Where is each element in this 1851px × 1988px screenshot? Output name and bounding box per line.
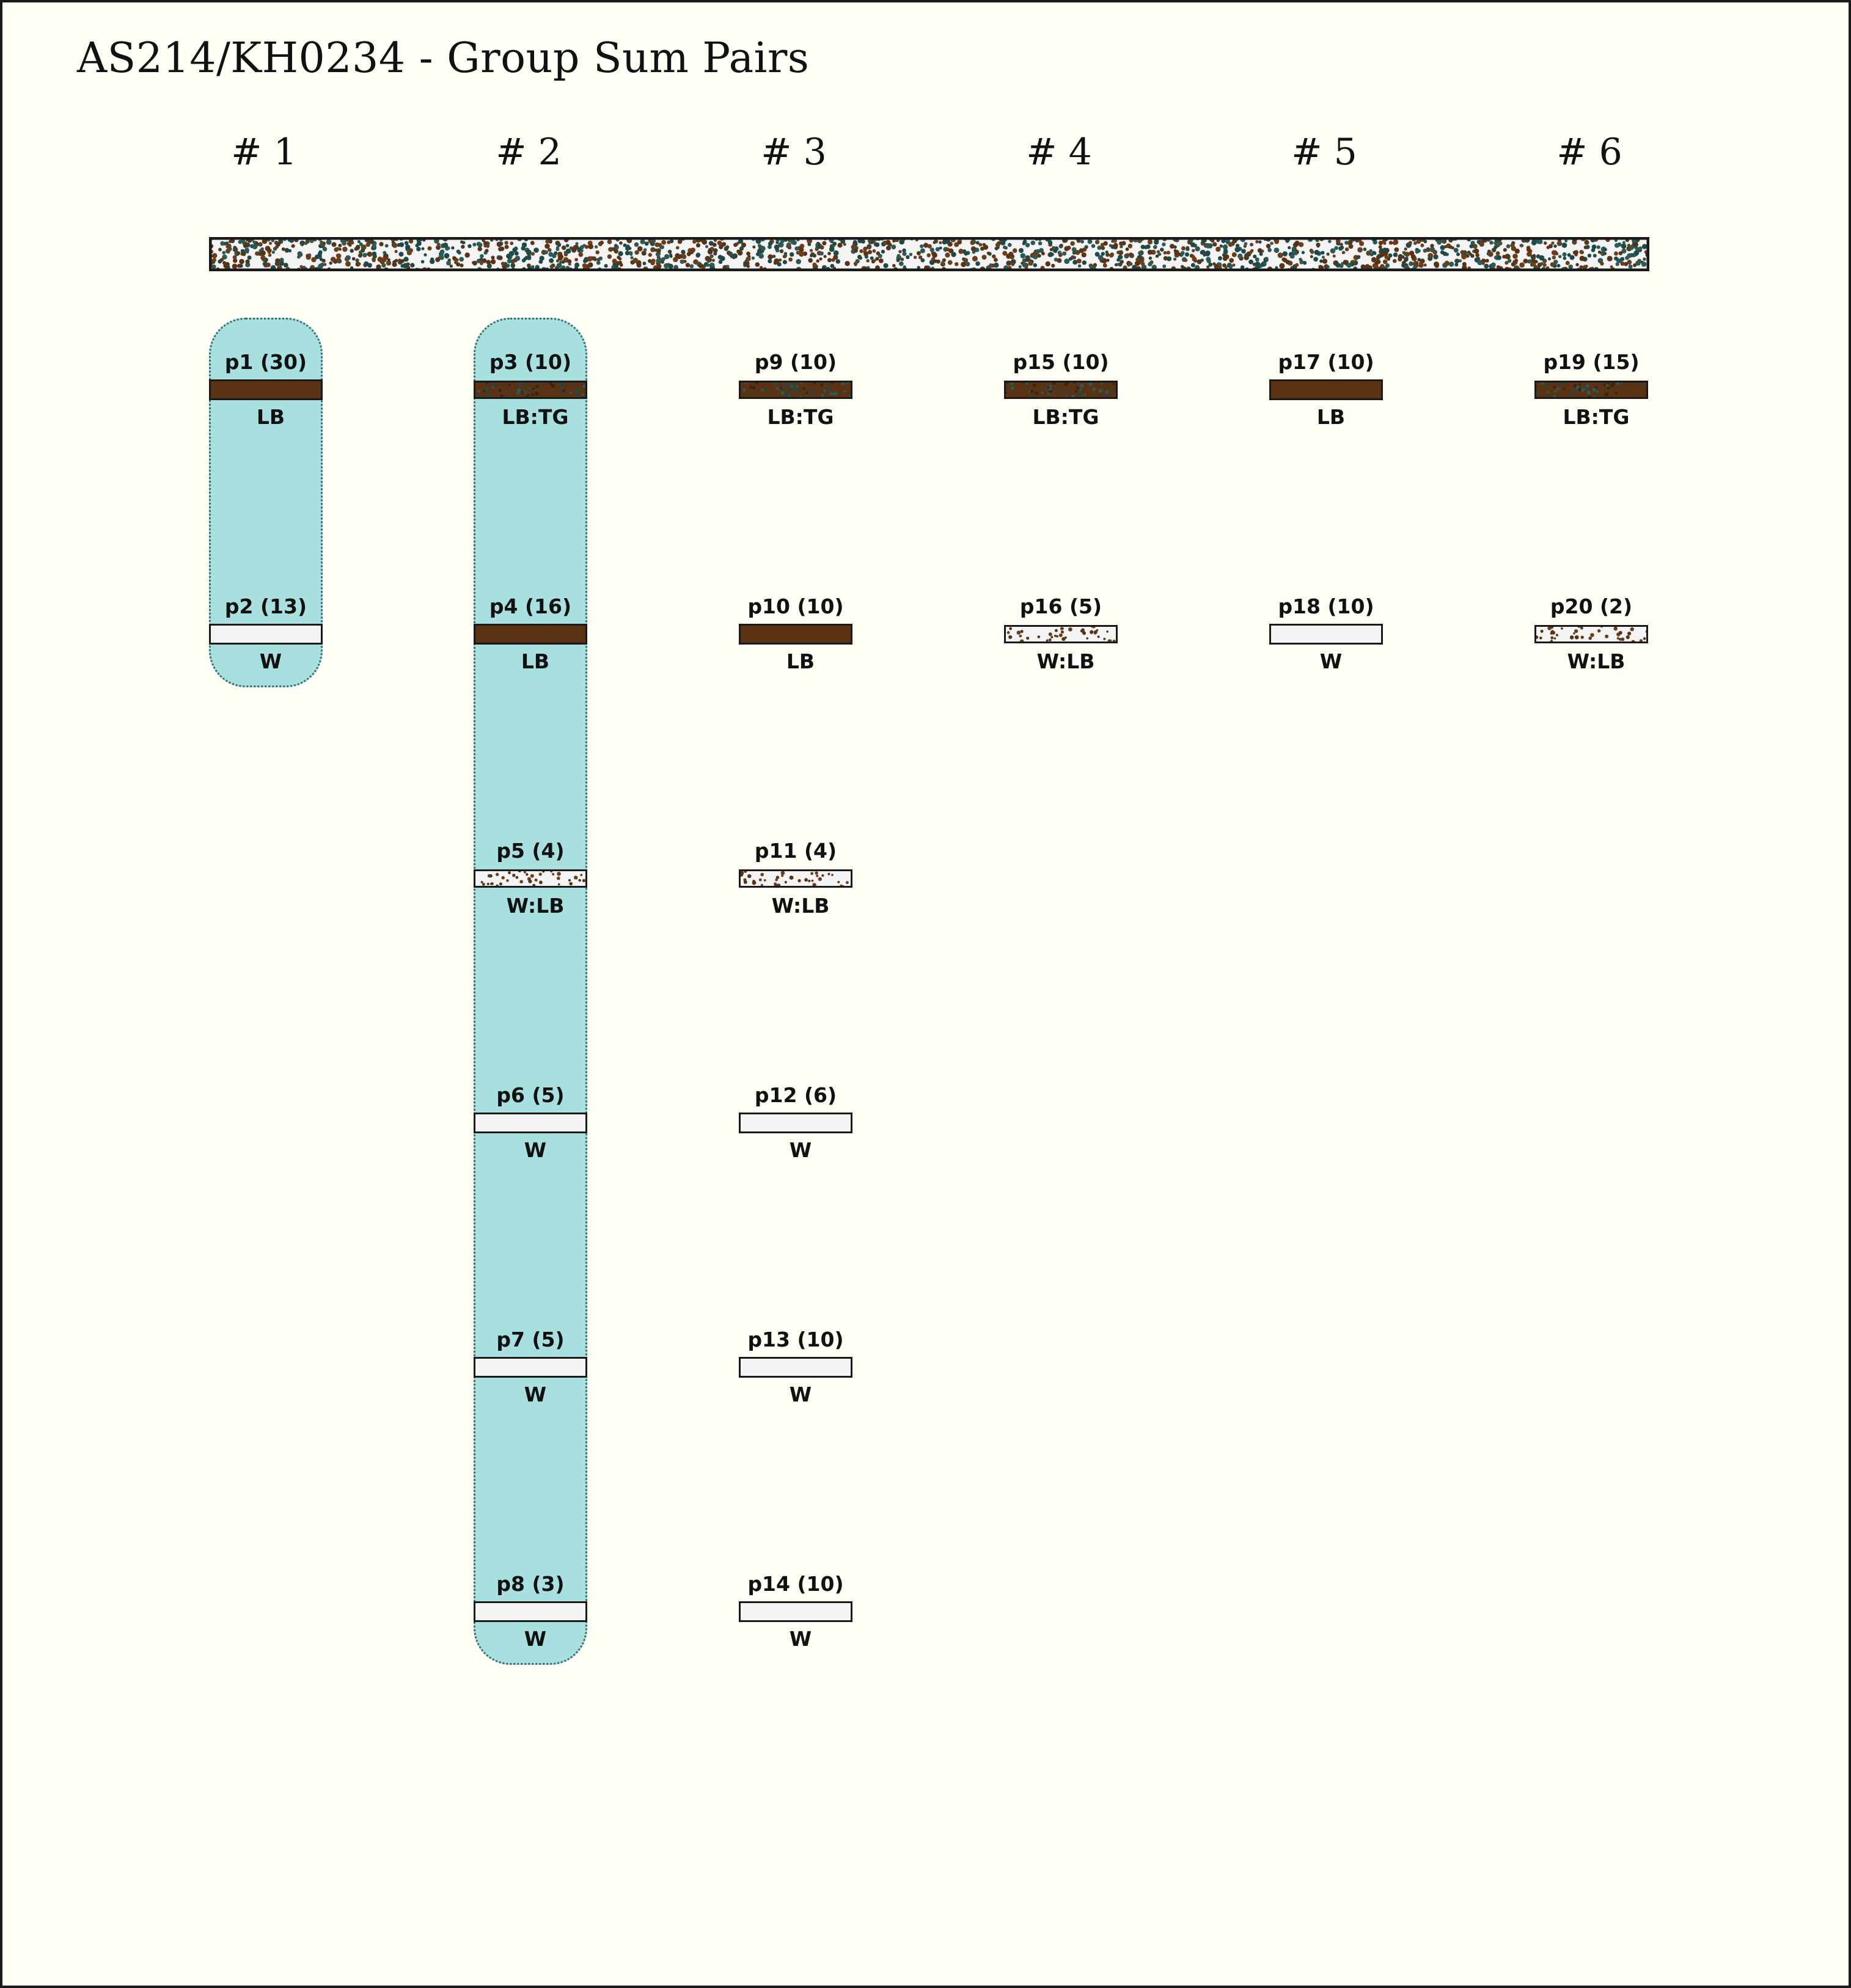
part-label: p3 (10) [489, 350, 572, 374]
part-bar [1004, 381, 1118, 399]
part-type-label: LB [256, 405, 285, 429]
part-bar [474, 1357, 587, 1378]
part-label: p14 (10) [747, 1572, 844, 1596]
column-header: # 5 [1291, 131, 1357, 174]
part-type-label: W:LB [1036, 649, 1095, 673]
column-header: # 3 [761, 131, 827, 174]
part-bar [209, 624, 323, 645]
page-title: AS214/KH0234 - Group Sum Pairs [77, 34, 810, 82]
part-type-label: LB:TG [767, 405, 834, 429]
part-type-label: W [1319, 649, 1343, 673]
part-type-label: W [789, 1138, 812, 1162]
column-header: # 4 [1026, 131, 1092, 174]
part-label: p10 (10) [747, 594, 844, 618]
part-type-label: LB:TG [1563, 405, 1630, 429]
part-label: p4 (16) [489, 594, 572, 618]
part-type-label: W:LB [1567, 649, 1626, 673]
part-label: p17 (10) [1278, 350, 1374, 374]
part-bar [1004, 625, 1118, 643]
part-type-label: LB [521, 649, 550, 673]
part-bar [474, 624, 587, 645]
part-bar [1534, 625, 1648, 643]
part-bar [474, 381, 587, 399]
part-type-label: W [524, 1138, 547, 1162]
part-type-label: LB:TG [1032, 405, 1099, 429]
part-bar [474, 1601, 587, 1622]
mixed-sample-bar [209, 237, 1649, 271]
part-bar [739, 381, 852, 399]
part-label: p18 (10) [1278, 594, 1374, 618]
part-bar [739, 1601, 852, 1622]
part-type-label: W:LB [771, 894, 830, 918]
column-header: # 2 [496, 131, 562, 174]
part-bar [739, 624, 852, 645]
part-label: p8 (3) [496, 1572, 565, 1596]
part-type-label: W [259, 649, 282, 673]
column-header: # 6 [1556, 131, 1622, 174]
part-label: p1 (30) [224, 350, 307, 374]
part-label: p13 (10) [747, 1328, 844, 1351]
part-type-label: W [789, 1383, 812, 1406]
part-type-label: W [524, 1383, 547, 1406]
part-bar [739, 1357, 852, 1378]
part-bar [739, 869, 852, 888]
part-label: p2 (13) [224, 594, 307, 618]
part-bar [1269, 624, 1383, 645]
part-label: p5 (4) [496, 839, 565, 863]
part-label: p15 (10) [1013, 350, 1109, 374]
part-bar [1269, 379, 1383, 400]
part-label: p19 (15) [1543, 350, 1640, 374]
part-label: p6 (5) [496, 1083, 565, 1107]
part-bar [209, 379, 323, 400]
part-type-label: W [524, 1627, 547, 1651]
part-bar [1534, 381, 1648, 399]
part-label: p7 (5) [496, 1328, 565, 1351]
part-bar [474, 1113, 587, 1133]
part-type-label: LB [786, 649, 815, 673]
part-type-label: LB [1316, 405, 1346, 429]
part-type-label: LB:TG [502, 405, 569, 429]
column-header: # 1 [231, 131, 297, 174]
part-label: p20 (2) [1550, 594, 1633, 618]
part-type-label: W [789, 1627, 812, 1651]
part-label: p9 (10) [754, 350, 837, 374]
part-label: p12 (6) [754, 1083, 837, 1107]
part-label: p11 (4) [754, 839, 837, 863]
part-bar [739, 1113, 852, 1133]
part-type-label: W:LB [506, 894, 565, 918]
group-highlight [474, 318, 587, 1665]
part-label: p16 (5) [1019, 594, 1102, 618]
part-bar [474, 869, 587, 888]
